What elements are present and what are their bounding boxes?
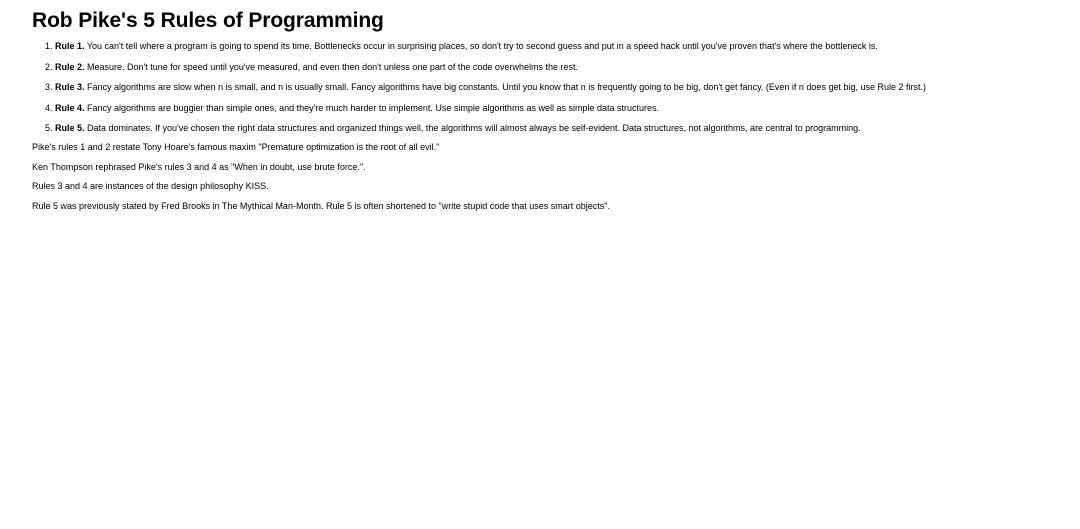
rule-text: Fancy algorithms are slow when n is small, and n is usually small. Fancy algorithms have big constants. Until you know that n is frequently going to be big, don't get fancy. (Even if n does get big, use Rule 2 first.) [84, 82, 926, 92]
document-page [0, 0, 1080, 212]
rule-text: Data dominates. If you've chosen the right data structures and organized things well, the algorithms will almost always be self-evident. Data structures, not algorithms, are central to programming. [84, 123, 861, 133]
rule-item-1 [55, 41, 1080, 52]
rule-label: Rule 3. [55, 82, 85, 92]
rule-label: Rule 1. [55, 41, 85, 51]
rule-text: Measure. Don't tune for speed until you've measured, and even then don't unless one part of the code overwhelms the rest. [84, 61, 578, 72]
note-thompson: Ken Thompson rephrased Pike's rules 3 and 4 as "When in doubt, use brute force.". [32, 161, 366, 172]
rule-text: Fancy algorithms are buggier than simple ones, and they're much harder to implement. Use simple algorithms as well as simple data structures. [84, 102, 659, 113]
rule-item-5 [55, 123, 1080, 134]
rule-item-3 [55, 82, 1080, 93]
note-kiss: Rules 3 and 4 are instances of the design philosophy KISS. [32, 181, 269, 191]
rules-list [32, 41, 1080, 134]
rule-label: Rule 2. [55, 61, 85, 72]
rule-item-4 [55, 103, 1080, 114]
rule-label: Rule 4. [55, 102, 85, 113]
rule-text: You can't tell where a program is going to spend its time. Bottlenecks occur in surprising places, so don't try to second guess and put in a speed hack until you've proven that's where the bottleneck is. [84, 41, 878, 51]
rule-label: Rule 5. [55, 123, 85, 133]
rule-item-2 [55, 62, 1080, 73]
note-brooks: Rule 5 was previously stated by Fred Brooks in The Mythical Man-Month. Rule 5 is often shortened to "write stupid code that uses smart objects". [32, 200, 610, 211]
page-title: Rob Pike's 5 Rules of Programming [32, 9, 384, 32]
note-hoare: Pike's rules 1 and 2 restate Tony Hoare's famous maxim "Premature optimization is the root of all evil." [32, 142, 440, 152]
